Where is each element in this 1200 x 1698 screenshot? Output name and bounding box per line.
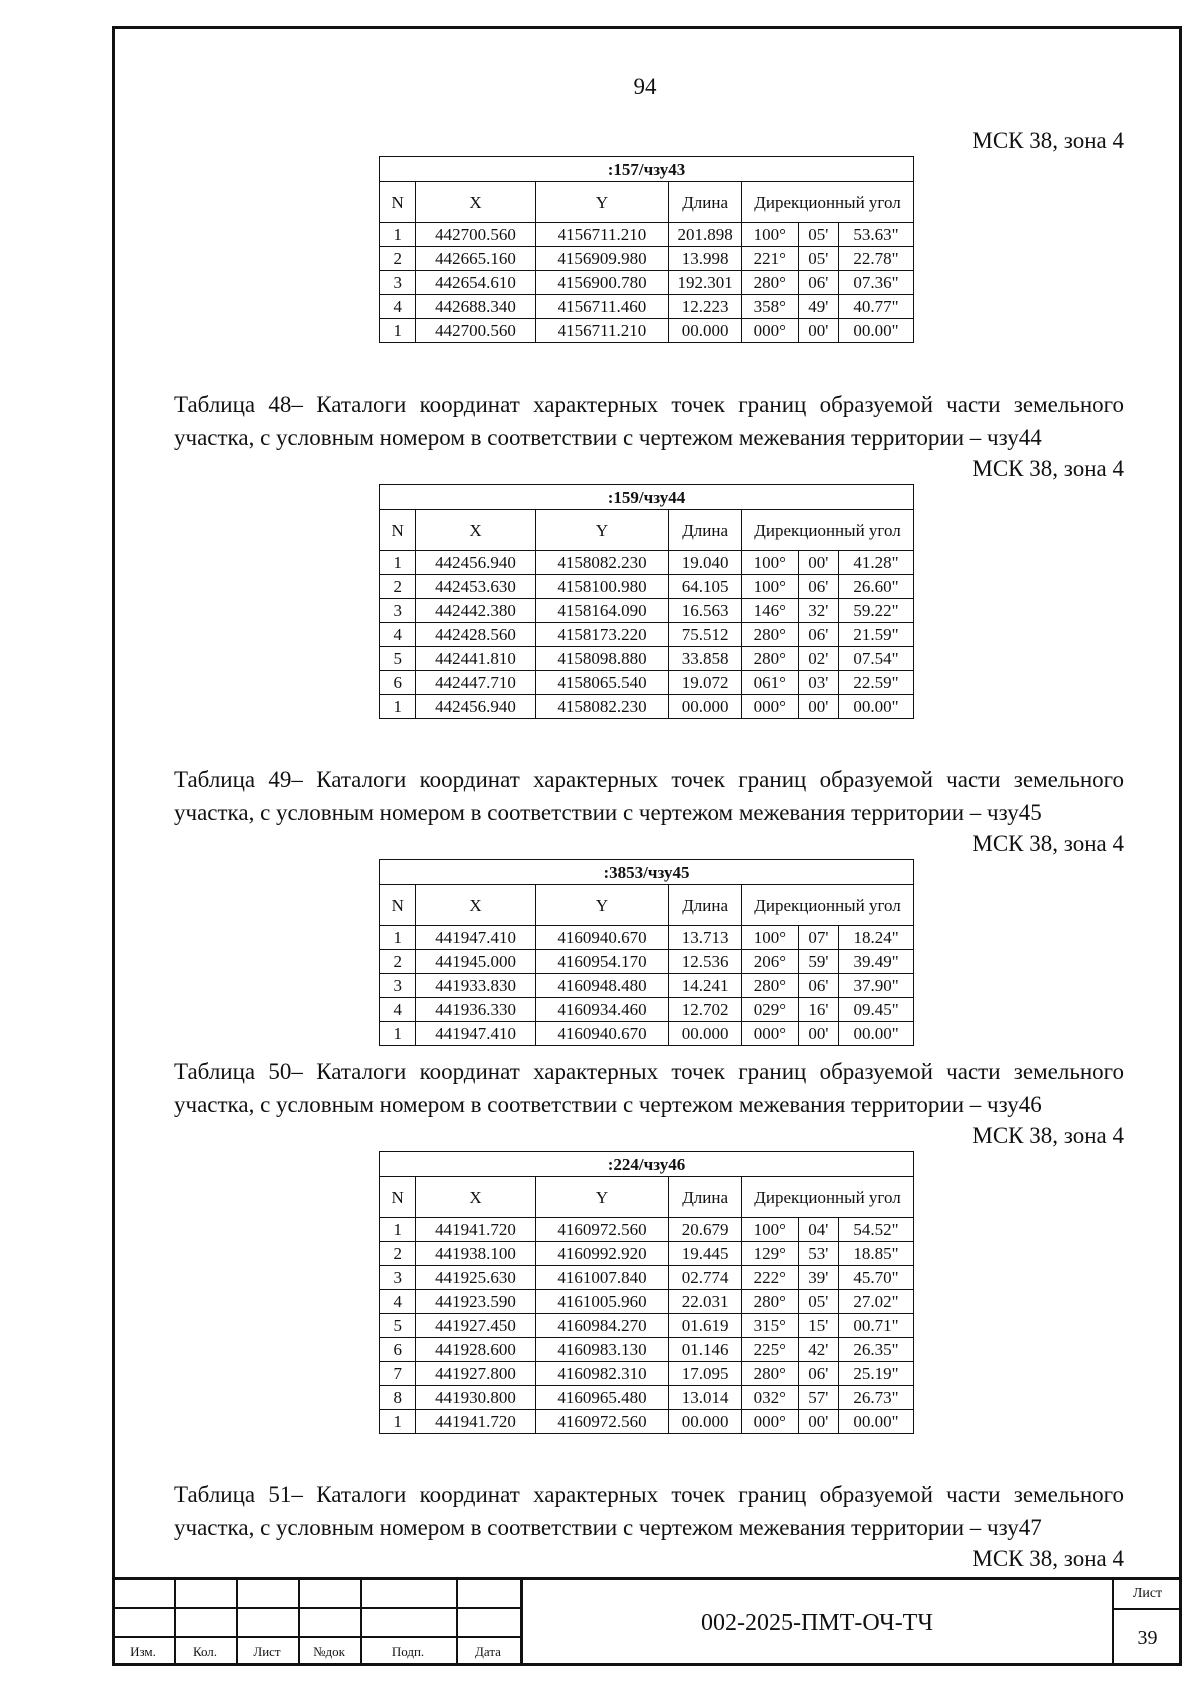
cell-len: 01.619: [669, 1314, 742, 1338]
cell-sec: 39.49": [839, 950, 914, 974]
table-row: [380, 247, 914, 271]
cell-x: 442654.610: [416, 271, 535, 295]
cell-deg: 280°: [742, 623, 799, 647]
cell-x: 441945.000: [416, 950, 535, 974]
table-row: [380, 271, 914, 295]
cell-min: 53': [798, 1242, 838, 1266]
cell-sec: 41.28": [839, 551, 914, 575]
stamp-label-izm: Изм.: [130, 1644, 156, 1659]
cell-y: 4156711.210: [535, 319, 668, 343]
cell-sec: 40.77": [839, 295, 914, 319]
cell-deg: 280°: [742, 1362, 799, 1386]
cell-sec: 00.00": [839, 1410, 914, 1434]
cell-sec: 54.52": [839, 1218, 914, 1242]
coord-table: [379, 156, 914, 343]
table-row: [380, 223, 914, 247]
cell-len: 16.563: [669, 599, 742, 623]
cell-deg: 000°: [742, 695, 799, 719]
table-row: [380, 295, 914, 319]
cell-y: 4160992.920: [535, 1242, 668, 1266]
crs-label: МСК 38, зона 4: [972, 1123, 1124, 1148]
cell-sec: 09.45": [839, 998, 914, 1022]
cell-n: 2: [380, 575, 416, 599]
table-row: [380, 319, 914, 343]
table-row: [380, 695, 914, 719]
cell-n: 5: [380, 1314, 416, 1338]
table-caption: Таблица 48– Каталоги координат характерных точек границ образуемой части земельного участка, с условным номером в соответствии с чертежом межевания территории – чзу44: [174, 392, 1124, 450]
table-caption: Таблица 51– Каталоги координат характерных точек границ образуемой части земельного участка, с условным номером в соответствии с чертежом межевания территории – чзу47: [174, 1482, 1124, 1540]
table-name: :159/чзу44: [380, 485, 914, 510]
cell-deg: 280°: [742, 1290, 799, 1314]
cell-sec: 00.00": [839, 1022, 914, 1046]
cell-x: 442442.380: [416, 599, 535, 623]
table-row: [380, 671, 914, 695]
cell-x: 441933.830: [416, 974, 535, 998]
table-title-row: [380, 1152, 914, 1177]
cell-len: 22.031: [669, 1290, 742, 1314]
cell-n: 8: [380, 1386, 416, 1410]
cell-y: 4161005.960: [535, 1290, 668, 1314]
cell-n: 3: [380, 599, 416, 623]
cell-sec: 37.90": [839, 974, 914, 998]
table-row: [380, 1022, 914, 1046]
cell-min: 02': [798, 647, 838, 671]
cell-y: 4158173.220: [535, 623, 668, 647]
cell-n: 4: [380, 1290, 416, 1314]
table-name: :3853/чзу45: [380, 860, 914, 885]
cell-x: 441947.410: [416, 1022, 535, 1046]
cell-n: 4: [380, 295, 416, 319]
stamp-label-ndok: №док: [313, 1644, 345, 1659]
cell-n: 3: [380, 974, 416, 998]
cell-min: 06': [798, 623, 838, 647]
cell-sec: 45.70": [839, 1266, 914, 1290]
table-row: [380, 1218, 914, 1242]
cell-x: 441923.590: [416, 1290, 535, 1314]
cell-deg: 000°: [742, 1022, 799, 1046]
cell-y: 4160982.310: [535, 1362, 668, 1386]
table-title-row: [380, 485, 914, 510]
cell-len: 00.000: [669, 1022, 742, 1046]
cell-min: 00': [798, 1022, 838, 1046]
cell-n: 1: [380, 695, 416, 719]
cell-x: 441947.410: [416, 926, 535, 950]
coord-table: [379, 859, 914, 1046]
cell-deg: 206°: [742, 950, 799, 974]
table-header-row: [380, 1177, 914, 1218]
cell-x: 441927.450: [416, 1314, 535, 1338]
stamp-label-kol: Кол.: [192, 1644, 218, 1659]
cell-min: 04': [798, 1218, 838, 1242]
cell-n: 4: [380, 998, 416, 1022]
cell-min: 32': [798, 599, 838, 623]
cell-len: 17.095: [669, 1362, 742, 1386]
cell-len: 20.679: [669, 1218, 742, 1242]
cell-y: 4160934.460: [535, 998, 668, 1022]
table-header-row: [380, 182, 914, 223]
header-x: X: [416, 885, 535, 926]
cell-n: 7: [380, 1362, 416, 1386]
table-name: :157/чзу43: [380, 157, 914, 182]
stamp-label-list: Лист: [253, 1644, 281, 1659]
cell-deg: 032°: [742, 1386, 799, 1410]
cell-x: 442447.710: [416, 671, 535, 695]
cell-min: 00': [798, 695, 838, 719]
table-row: [380, 998, 914, 1022]
header-y: Y: [535, 510, 668, 551]
table-row: [380, 1266, 914, 1290]
cell-x: 442456.940: [416, 551, 535, 575]
cell-y: 4158065.540: [535, 671, 668, 695]
cell-x: 441941.720: [416, 1410, 535, 1434]
table-row: [380, 1314, 914, 1338]
cell-len: 01.146: [669, 1338, 742, 1362]
cell-n: 3: [380, 271, 416, 295]
table-row: [380, 1410, 914, 1434]
cell-len: 02.774: [669, 1266, 742, 1290]
cell-deg: 061°: [742, 671, 799, 695]
cell-min: 42': [798, 1338, 838, 1362]
table-row: [380, 1338, 914, 1362]
cell-x: 441927.800: [416, 1362, 535, 1386]
cell-n: 1: [380, 223, 416, 247]
cell-y: 4160965.480: [535, 1386, 668, 1410]
header-length: Длина: [669, 885, 742, 926]
cell-min: 39': [798, 1266, 838, 1290]
cell-len: 13.713: [669, 926, 742, 950]
cell-sec: 07.36": [839, 271, 914, 295]
cell-x: 442665.160: [416, 247, 535, 271]
crs-label: МСК 38, зона 4: [972, 1546, 1124, 1571]
cell-deg: 280°: [742, 647, 799, 671]
cell-y: 4160972.560: [535, 1218, 668, 1242]
crs-label: МСК 38, зона 4: [972, 456, 1124, 481]
cell-n: 1: [380, 1022, 416, 1046]
table-block-chzu46: [174, 1055, 1124, 1434]
cell-deg: 100°: [742, 223, 799, 247]
header-x: X: [416, 510, 535, 551]
cell-len: 12.536: [669, 950, 742, 974]
cell-min: 07': [798, 926, 838, 950]
table-block-chzu44: [174, 388, 1124, 719]
cell-sec: 07.54": [839, 647, 914, 671]
table-row: [380, 1386, 914, 1410]
cell-y: 4156909.980: [535, 247, 668, 271]
cell-n: 5: [380, 647, 416, 671]
revision-grid: [112, 1580, 520, 1666]
header-direction: Дирекционный угол: [742, 182, 914, 223]
cell-len: 19.072: [669, 671, 742, 695]
cell-x: 442453.630: [416, 575, 535, 599]
table-row: [380, 599, 914, 623]
cell-len: 00.000: [669, 319, 742, 343]
cell-x: 441925.630: [416, 1266, 535, 1290]
cell-deg: 100°: [742, 551, 799, 575]
cell-deg: 029°: [742, 998, 799, 1022]
table-row: [380, 1290, 914, 1314]
header-length: Длина: [669, 1177, 742, 1218]
cell-y: 4158098.880: [535, 647, 668, 671]
cell-min: 06': [798, 974, 838, 998]
cell-len: 192.301: [669, 271, 742, 295]
cell-min: 59': [798, 950, 838, 974]
cell-y: 4160972.560: [535, 1410, 668, 1434]
cell-y: 4160984.270: [535, 1314, 668, 1338]
cell-len: 33.858: [669, 647, 742, 671]
cell-deg: 315°: [742, 1314, 799, 1338]
cell-deg: 221°: [742, 247, 799, 271]
cell-sec: 26.35": [839, 1338, 914, 1362]
table-block-chzu45: [174, 763, 1124, 1046]
cell-x: 441936.330: [416, 998, 535, 1022]
cell-y: 4158082.230: [535, 695, 668, 719]
cell-n: 6: [380, 671, 416, 695]
cell-len: 19.040: [669, 551, 742, 575]
cell-len: 64.105: [669, 575, 742, 599]
title-block: [112, 1577, 1182, 1666]
cell-y: 4158164.090: [535, 599, 668, 623]
header-x: X: [416, 1177, 535, 1218]
cell-sec: 18.24": [839, 926, 914, 950]
header-n: N: [380, 510, 416, 551]
cell-deg: 000°: [742, 319, 799, 343]
cell-min: 05': [798, 223, 838, 247]
cell-deg: 146°: [742, 599, 799, 623]
cell-x: 442700.560: [416, 223, 535, 247]
cell-x: 442456.940: [416, 695, 535, 719]
table-row: [380, 551, 914, 575]
cell-y: 4160940.670: [535, 1022, 668, 1046]
cell-deg: 225°: [742, 1338, 799, 1362]
cell-sec: 27.02": [839, 1290, 914, 1314]
header-n: N: [380, 885, 416, 926]
cell-sec: 00.00": [839, 319, 914, 343]
header-length: Длина: [669, 182, 742, 223]
cell-len: 75.512: [669, 623, 742, 647]
sheet-number: 39: [1137, 1627, 1158, 1649]
cell-len: 19.445: [669, 1242, 742, 1266]
cell-len: 13.998: [669, 247, 742, 271]
sheet-label: Лист: [1114, 1580, 1181, 1610]
cell-min: 03': [798, 671, 838, 695]
cell-n: 1: [380, 1218, 416, 1242]
header-direction: Дирекционный угол: [742, 510, 914, 551]
cell-deg: 358°: [742, 295, 799, 319]
cell-x: 442688.340: [416, 295, 535, 319]
cell-sec: 21.59": [839, 623, 914, 647]
cell-n: 2: [380, 247, 416, 271]
table-block-chzu47: [174, 1478, 1124, 1574]
cell-n: 4: [380, 623, 416, 647]
cell-deg: 100°: [742, 1218, 799, 1242]
cell-x: 442428.560: [416, 623, 535, 647]
cell-len: 14.241: [669, 974, 742, 998]
cell-deg: 100°: [742, 575, 799, 599]
table-row: [380, 1362, 914, 1386]
cell-deg: 280°: [742, 271, 799, 295]
cell-len: 00.000: [669, 695, 742, 719]
coord-table: [379, 1151, 914, 1434]
header-n: N: [380, 182, 416, 223]
cell-n: 3: [380, 1266, 416, 1290]
stamp-label-podp: Подп.: [391, 1644, 425, 1659]
cell-min: 49': [798, 295, 838, 319]
cell-sec: 25.19": [839, 1362, 914, 1386]
cell-sec: 18.85": [839, 1242, 914, 1266]
crs-label: МСК 38, зона 4: [972, 831, 1124, 856]
cell-n: 2: [380, 1242, 416, 1266]
cell-min: 15': [798, 1314, 838, 1338]
cell-x: 442700.560: [416, 319, 535, 343]
cell-sec: 22.59": [839, 671, 914, 695]
cell-x: 441928.600: [416, 1338, 535, 1362]
cell-y: 4161007.840: [535, 1266, 668, 1290]
cell-min: 00': [798, 319, 838, 343]
table-row: [380, 926, 914, 950]
header-y: Y: [535, 885, 668, 926]
cell-y: 4160948.480: [535, 974, 668, 998]
cell-sec: 26.73": [839, 1386, 914, 1410]
header-direction: Дирекционный угол: [742, 1177, 914, 1218]
header-direction: Дирекционный угол: [742, 885, 914, 926]
cell-min: 06': [798, 1362, 838, 1386]
cell-x: 442441.810: [416, 647, 535, 671]
crs-label: МСК 38, зона 4: [972, 128, 1124, 153]
header-y: Y: [535, 1177, 668, 1218]
cell-min: 06': [798, 271, 838, 295]
cell-y: 4158100.980: [535, 575, 668, 599]
coord-table: [379, 484, 914, 719]
cell-min: 06': [798, 575, 838, 599]
header-x: X: [416, 182, 535, 223]
table-row: [380, 575, 914, 599]
cell-y: 4160940.670: [535, 926, 668, 950]
cell-len: 12.702: [669, 998, 742, 1022]
cell-y: 4156711.210: [535, 223, 668, 247]
table-name: :224/чзу46: [380, 1152, 914, 1177]
cell-deg: 100°: [742, 926, 799, 950]
cell-deg: 000°: [742, 1410, 799, 1434]
table-row: [380, 623, 914, 647]
stamp-label-data: Дата: [475, 1644, 501, 1659]
cell-sec: 26.60": [839, 575, 914, 599]
cell-sec: 22.78": [839, 247, 914, 271]
cell-min: 16': [798, 998, 838, 1022]
cell-len: 13.014: [669, 1386, 742, 1410]
cell-n: 1: [380, 1410, 416, 1434]
cell-sec: 59.22": [839, 599, 914, 623]
cell-sec: 53.63": [839, 223, 914, 247]
cell-min: 05': [798, 1290, 838, 1314]
cell-len: 12.223: [669, 295, 742, 319]
cell-y: 4156900.780: [535, 271, 668, 295]
cell-deg: 280°: [742, 974, 799, 998]
cell-deg: 222°: [742, 1266, 799, 1290]
table-caption: Таблица 50– Каталоги координат характерных точек границ образуемой части земельного участка, с условным номером в соответствии с чертежом межевания территории – чзу46: [174, 1059, 1124, 1117]
table-row: [380, 950, 914, 974]
table-row: [380, 1242, 914, 1266]
cell-x: 441941.720: [416, 1218, 535, 1242]
header-y: Y: [535, 182, 668, 223]
cell-x: 441930.800: [416, 1386, 535, 1410]
table-block-chzu43: [174, 126, 1124, 343]
header-n: N: [380, 1177, 416, 1218]
table-row: [380, 647, 914, 671]
cell-y: 4156711.460: [535, 295, 668, 319]
page-number: 94: [633, 74, 657, 99]
cell-n: 1: [380, 319, 416, 343]
table-row: [380, 974, 914, 998]
table-header-row: [380, 885, 914, 926]
cell-n: 6: [380, 1338, 416, 1362]
cell-y: 4160983.130: [535, 1338, 668, 1362]
table-title-row: [380, 157, 914, 182]
cell-min: 57': [798, 1386, 838, 1410]
cell-sec: 00.00": [839, 695, 914, 719]
cell-n: 1: [380, 926, 416, 950]
table-title-row: [380, 860, 914, 885]
cell-min: 00': [798, 1410, 838, 1434]
table-caption: Таблица 49– Каталоги координат характерных точек границ образуемой части земельного участка, с условным номером в соответствии с чертежом межевания территории – чзу45: [174, 767, 1124, 825]
cell-x: 441938.100: [416, 1242, 535, 1266]
cell-len: 00.000: [669, 1410, 742, 1434]
cell-n: 2: [380, 950, 416, 974]
cell-n: 1: [380, 551, 416, 575]
document-code: 002-2025-ПМТ-ОЧ-ТЧ: [701, 1610, 933, 1636]
cell-min: 05': [798, 247, 838, 271]
table-header-row: [380, 510, 914, 551]
cell-deg: 129°: [742, 1242, 799, 1266]
cell-min: 00': [798, 551, 838, 575]
sheet-box: [1112, 1580, 1181, 1666]
cell-y: 4160954.170: [535, 950, 668, 974]
header-length: Длина: [669, 510, 742, 551]
cell-sec: 00.71": [839, 1314, 914, 1338]
cell-len: 201.898: [669, 223, 742, 247]
cell-y: 4158082.230: [535, 551, 668, 575]
